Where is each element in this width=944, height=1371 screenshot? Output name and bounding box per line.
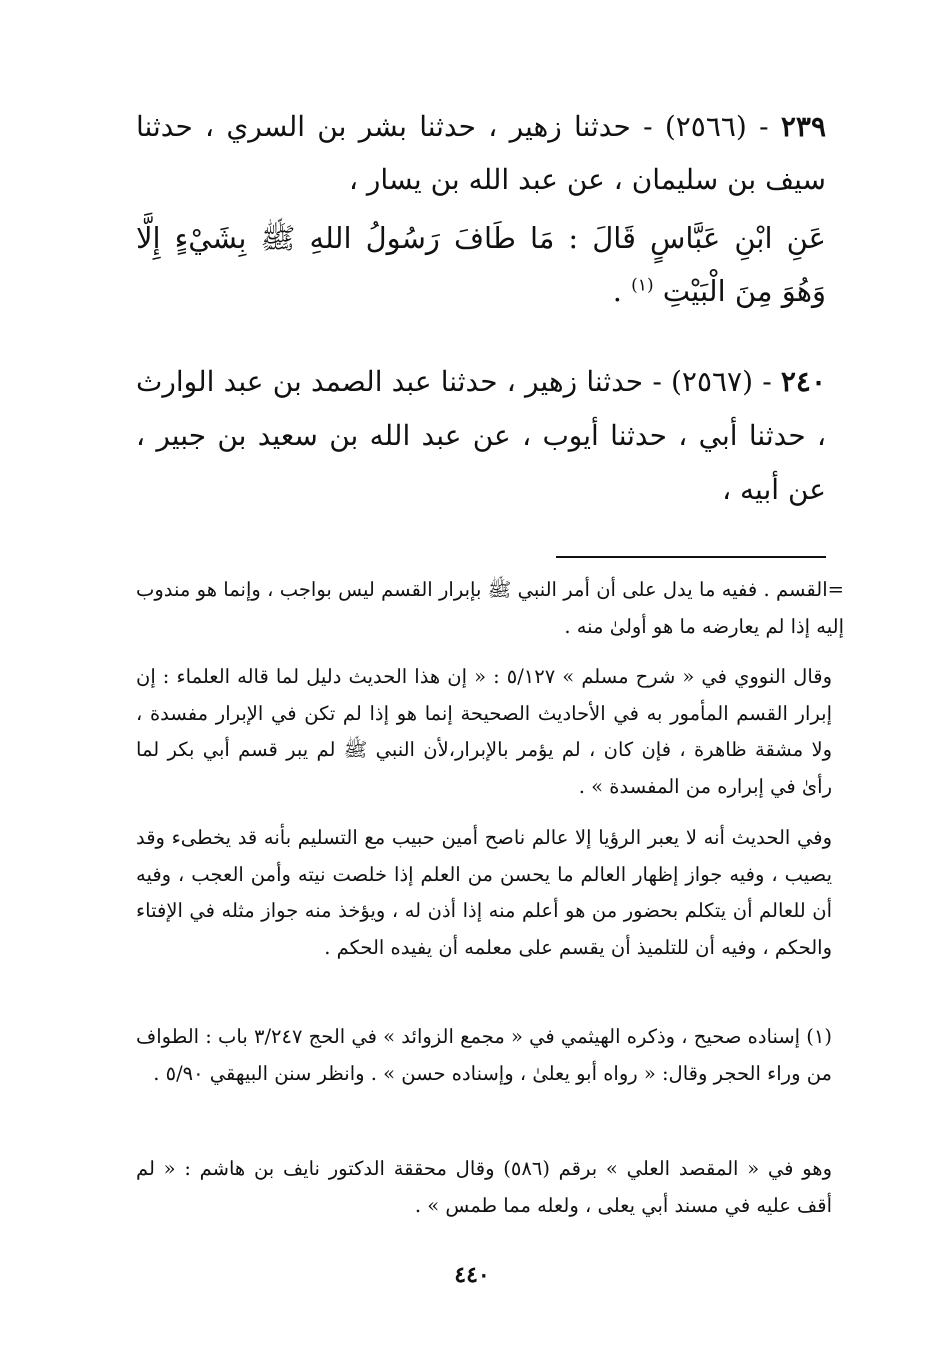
page-number: ٤٤٠ bbox=[454, 1262, 490, 1288]
hadith-239-end: . bbox=[612, 274, 632, 308]
footnote-ref-1: (١) bbox=[631, 275, 654, 296]
footnote-hadith-lessons: وفي الحديث أنه لا يعبر الرؤيا إلا عالم ناصح أمين حبيب مع التسليم بأنه قد يخطىء وقد يصيب ، وفيه جواز إظهار العالم ما يحسن من العلم إذا خلصت نيته وأمن العجب ، وفيه أن للعالم أن يتكلم بحضور من هو أعلم منه إذا أذن له ، ويؤخذ منه جواز مثله في الإفتاء والحكم ، وفيه أن للتلميذ أن يقسم على معلمه أن يفيده الحكم . bbox=[136, 826, 832, 959]
hadith-239-isnad bbox=[136, 100, 826, 206]
footnote-maqsad: وهو في « المقصد العلي » برقم (٥٨٦) وقال محققة الدكتور نايف بن هاشم : « لم أقف عليه في مسند أبي يعلى ، ولعله مما طمس » . bbox=[136, 1157, 832, 1217]
hadith-239-matn bbox=[136, 212, 826, 318]
hadith-240-isnad bbox=[136, 355, 826, 517]
hadith-240-chain: - (٢٥٦٧) - حدثنا زهير ، حدثنا عبد الصمد بن عبد الوارث ، حدثنا أبي ، حدثنا أيوب ، عن عبد الله بن سعيد بن جبير ، عن أبيه ، bbox=[136, 365, 826, 506]
footnote-separator bbox=[556, 556, 826, 558]
footnote-1: (١) إسناده صحيح ، وذكره الهيثمي في « مجمع الزوائد » في الحج ٣/٢٤٧ باب : الطواف من وراء الحجر وقال: « رواه أبو يعلىٰ ، وإسناده حسن » . وانظر سنن البيهقي ٥/٩٠ . bbox=[136, 1025, 832, 1085]
hadith-240-number: ٢٤٠ bbox=[780, 365, 826, 398]
footnote-continued: =القسم . ففيه ما يدل على أن أمر النبي ﷺ بإبرار القسم ليس بواجب ، وإنما هو مندوب إليه إذا لم يعارضه ما هو أولىٰ منه . bbox=[136, 578, 844, 638]
hadith-239-matn-text: عَنِ ابْنِ عَبَّاسٍ قَالَ : مَا طَافَ رَسُولُ اللهِ ﷺ بِشَيْءٍ إِلَّا وَهُوَ مِنَ الْبَيْتِ bbox=[136, 221, 826, 308]
footnote-nawawi: وقال النووي في « شرح مسلم » ٥/١٢٧ : « إن هذا الحديث دليل لما قاله العلماء : إن إبرار القسم المأمور به في الأحاديث الصحيحة إنما هو إذا لم تكن في الإبرار مفسدة ، ولا مشقة ظاهرة ، فإن كان ، لم يؤمر بالإبرار،لأن النبي ﷺ لم يبر قسم أبي بكر لما رأىٰ في إبراره من المفسدة » . bbox=[136, 665, 832, 798]
hadith-239-chain: - (٢٥٦٦) - حدثنا زهير ، حدثنا بشر بن السري ، حدثنا سيف بن سليمان ، عن عبد الله بن يسار ، bbox=[136, 110, 826, 196]
hadith-239-number: ٢٣٩ bbox=[780, 110, 826, 143]
